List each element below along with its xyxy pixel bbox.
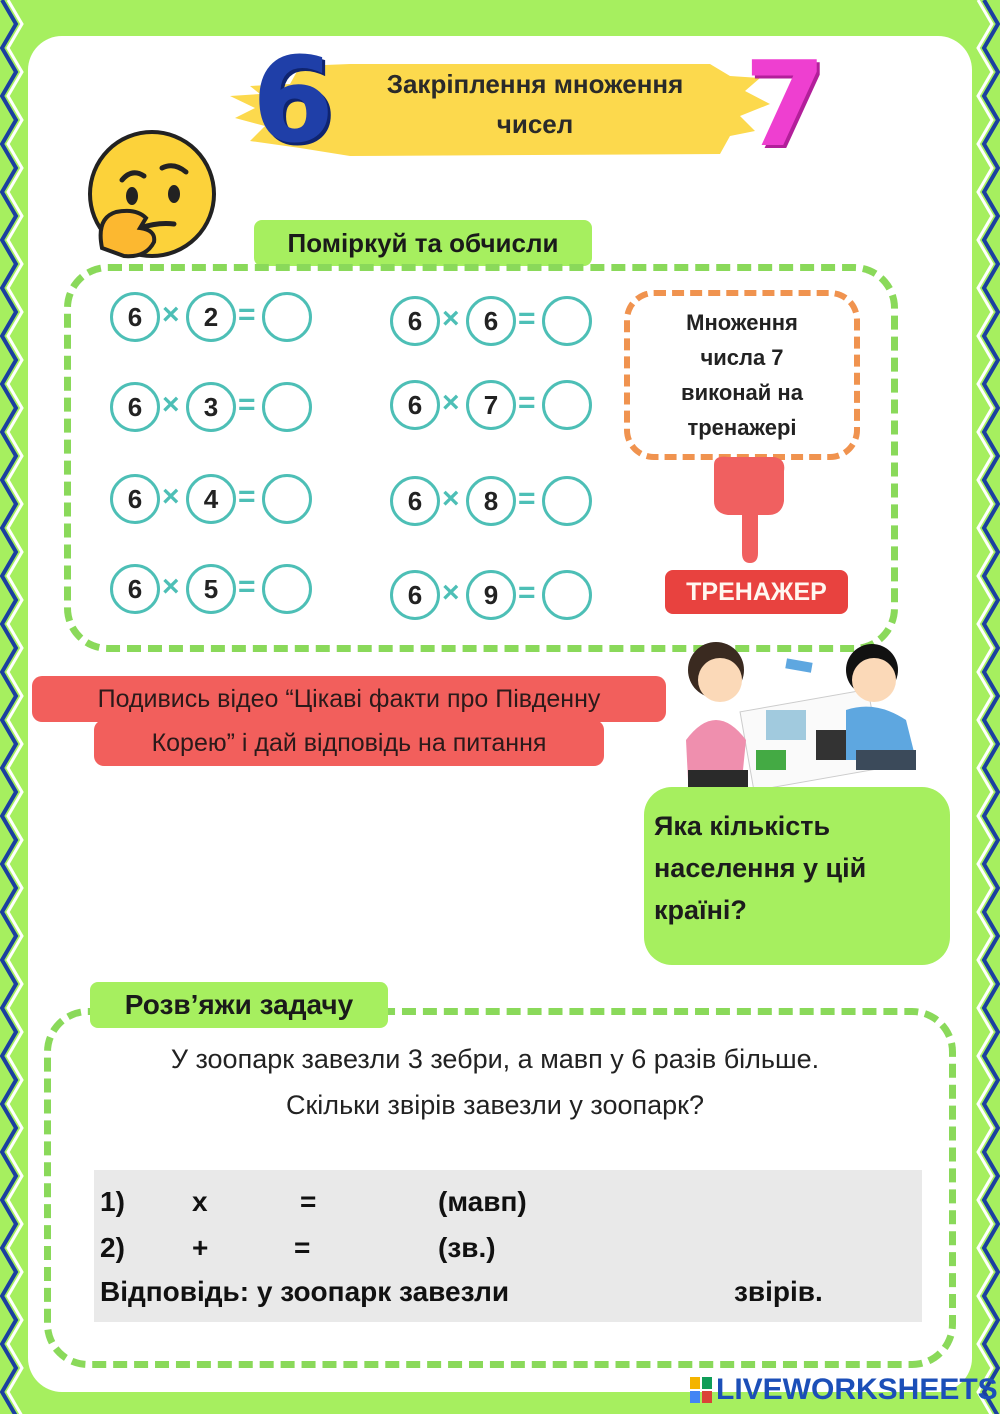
factor-a: 6: [110, 382, 160, 432]
equation-left-2: [110, 382, 320, 442]
factor-b: 9: [466, 570, 516, 620]
question-line3: країні?: [654, 895, 747, 925]
equals-sign: =: [518, 302, 536, 335]
factor-b: 2: [186, 292, 236, 342]
equals-sign: =: [238, 298, 256, 331]
factor-b: 5: [186, 564, 236, 614]
liveworksheets-logo-icon: [690, 1377, 712, 1403]
factor-b: 7: [466, 380, 516, 430]
liveworksheets-logo: [690, 1372, 998, 1408]
equals-sign: =: [238, 480, 256, 513]
equals-sign: =: [518, 576, 536, 609]
equals-sign: =: [518, 386, 536, 419]
equation-right-4: [390, 570, 600, 630]
equals-sign: =: [238, 570, 256, 603]
answer-suffix: звірів.: [734, 1276, 823, 1307]
answer-circle-input[interactable]: [262, 474, 312, 524]
digit-six-graphic: 6: [252, 31, 335, 169]
section-label-compute: Поміркуй та обчисли: [254, 220, 592, 266]
thinking-emoji-icon: [82, 128, 222, 268]
trainer-button[interactable]: ТРЕНАЖЕР: [665, 570, 848, 614]
kids-painting-illustration: [676, 630, 948, 798]
factor-a: 6: [390, 476, 440, 526]
multiply-sign: ×: [162, 480, 180, 513]
step2-operator: +: [192, 1232, 209, 1263]
step1-operator: x: [192, 1186, 208, 1217]
answer-circle-input[interactable]: [542, 380, 592, 430]
factor-b: 6: [466, 296, 516, 346]
multiply-sign: ×: [442, 576, 460, 609]
answer-circle-input[interactable]: [542, 476, 592, 526]
multiply-sign: ×: [442, 482, 460, 515]
liveworksheets-brand: LIVEWORKSHEETS: [716, 1373, 998, 1406]
multiply-sign: ×: [442, 386, 460, 419]
answer-circle-input[interactable]: [262, 382, 312, 432]
step2-equals: =: [294, 1232, 311, 1263]
factor-a: 6: [110, 564, 160, 614]
page-title-line2: чисел: [496, 109, 574, 139]
step1-number: 1): [100, 1186, 125, 1217]
multiply-sign: ×: [162, 388, 180, 421]
factor-a: 6: [390, 296, 440, 346]
answer-circle-input[interactable]: [542, 296, 592, 346]
task-text: [60, 1036, 930, 1128]
factor-b: 4: [186, 474, 236, 524]
step1-unit: (мавп): [438, 1186, 527, 1217]
factor-b: 8: [466, 476, 516, 526]
equation-right-1: [390, 296, 600, 356]
multiply-sign: ×: [162, 570, 180, 603]
step1-equals: =: [300, 1186, 317, 1217]
video-instruction-line2: Корею” і дай відповідь на питання: [94, 720, 604, 766]
page-title-line1: Закріплення множення: [386, 69, 684, 99]
factor-a: 6: [110, 474, 160, 524]
pointing-hand-icon: [708, 455, 788, 563]
factor-b: 3: [186, 382, 236, 432]
factor-a: 6: [110, 292, 160, 342]
equation-left-1: [110, 292, 320, 352]
task-line1: У зоопарк завезли 3 зебри, а мавп у 6 разів більше.: [170, 1044, 820, 1074]
multiply-sign: ×: [162, 298, 180, 331]
equals-sign: =: [518, 482, 536, 515]
step2-unit: (зв.): [438, 1232, 496, 1263]
equation-right-3: [390, 476, 600, 536]
digit-seven-graphic: 7: [744, 35, 827, 173]
trainer-note-text: Множення числа 7 виконай на тренажері: [681, 310, 803, 440]
answer-prefix: Відповідь: у зоопарк завезли: [100, 1276, 510, 1307]
factor-a: 6: [390, 380, 440, 430]
question-bubble: [644, 787, 950, 965]
answer-circle-input[interactable]: [262, 564, 312, 614]
video-instruction-line1: Подивись відео “Цікаві факти про Південну: [32, 676, 666, 722]
multiply-sign: ×: [442, 302, 460, 335]
equation-right-2: [390, 380, 600, 440]
question-line1: Яка кількість: [654, 811, 831, 841]
equals-sign: =: [238, 388, 256, 421]
question-line2: населення у цій: [654, 853, 867, 883]
trainer-note-box: [624, 290, 860, 460]
page-title: [330, 64, 740, 144]
factor-a: 6: [390, 570, 440, 620]
section-label-task: Розв’яжи задачу: [90, 982, 388, 1028]
answer-circle-input[interactable]: [542, 570, 592, 620]
task-line2: Скільки звірів завезли у зоопарк?: [286, 1090, 704, 1120]
answer-area: [94, 1170, 922, 1322]
equation-left-3: [110, 474, 320, 534]
step2-number: 2): [100, 1232, 125, 1263]
answer-circle-input[interactable]: [262, 292, 312, 342]
equation-left-4: [110, 564, 320, 624]
